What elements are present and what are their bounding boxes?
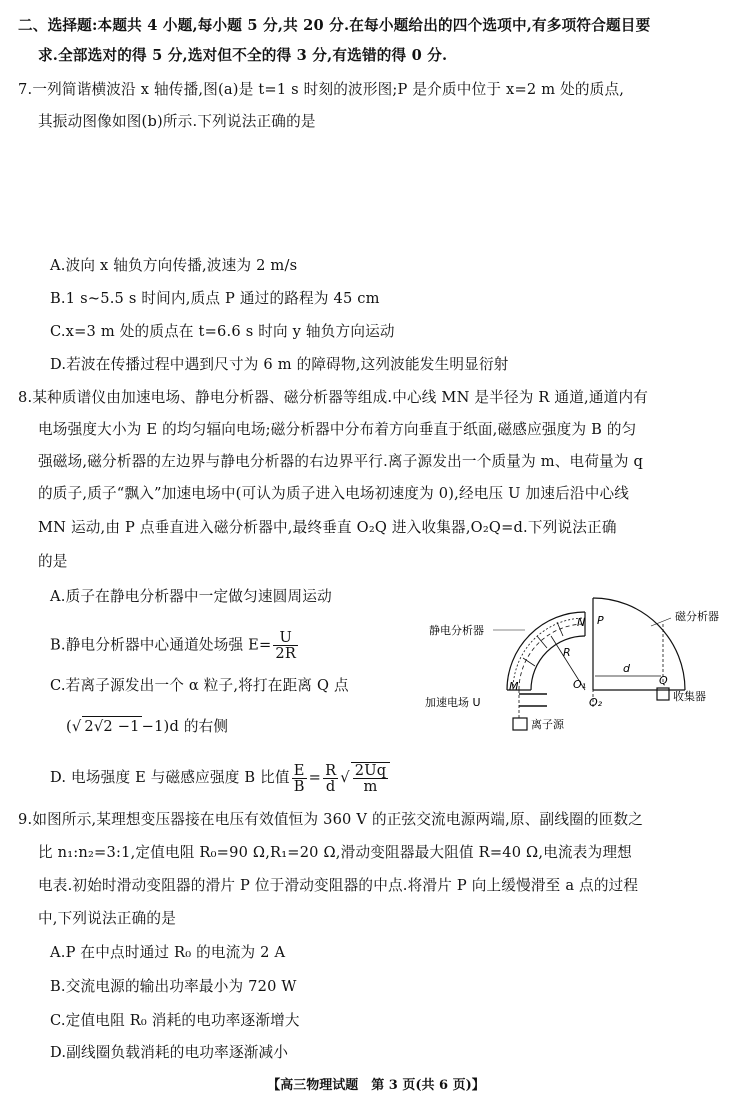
q7-option-a: A.波向 x 轴负方向传播,波速为 2 m/s [50,257,298,274]
field-arrow [537,636,547,648]
field-arrow [557,622,563,636]
q8-option-a: A.质子在静电分析器中一定做匀速圆周运动 [50,588,332,605]
mass-spectrometer-figure [425,590,745,740]
q8-option-b-text: B.静电分析器中心通道处场强 E= [50,636,272,654]
label-n: N [577,616,586,629]
q9-option-c: C.定值电阻 R₀ 消耗的电功率逐渐增大 [50,1012,300,1029]
label-acc: 加速电场 U [425,696,481,709]
q8-option-c-line2 [66,716,228,737]
q8-option-b [50,630,300,661]
q8-option-d [50,762,392,794]
ratio-fraction [292,763,307,794]
sqrt-symbol: √ [340,769,350,786]
page-footer: 【高三物理试题 第 3 页(共 6 页)】 [267,1078,485,1093]
fraction-numerator: R [325,761,337,779]
section-header-line2: 求.全部选对的得 5 分,选对但不全的得 3 分,有选错的得 0 分. [38,47,448,64]
q7-option-d: D.若波在传播过程中遇到尺寸为 6 m 的障碍物,这列波能发生明显衍射 [50,356,509,373]
q9-stem-line3: 电表.初始时滑动变阻器的滑片 P 位于滑动变阻器的中点.将滑片 P 向上缓慢滑至 a 点的过程 [38,877,639,894]
sqrt-fraction [351,762,391,794]
q9-stem-line2: 比 n₁:n₂=3:1,定值电阻 R₀=90 Ω,R₁=20 Ω,滑动变阻器最大阻值 R=40 Ω,电流表为理想 [38,844,632,861]
q9-stem-line4: 中,下列说法正确的是 [38,910,176,927]
q7-option-c: C.x=3 m 处的质点在 t=6.6 s 时向 y 轴负方向运动 [50,323,395,340]
fraction-denominator: d [325,777,336,795]
q8-option-b-fraction [273,630,298,661]
q9-option-a: A.P 在中点时通过 R₀ 的电流为 2 A [50,944,286,961]
label-p: P [597,614,604,627]
section-header-line1: 二、选择题:本题共 4 小题,每小题 5 分,共 20 分.在每小题给出的四个选项中,有多项符合题目要 [18,17,651,34]
q8-stem-line4: 的质子,质子“飘入”加速电场中(可认为质子进入电场初速度为 0),经电压 U 加速后沿中心线 [38,485,630,502]
q7-option-b: B.1 s~5.5 s 时间内,质点 P 通过的路程为 45 cm [50,290,380,307]
fraction-denominator: m [363,778,378,795]
q8-option-c-line1: C.若离子源发出一个 α 粒子,将打在距离 Q 点 [50,677,349,694]
label-o2: O₂ [589,696,603,709]
ion-source-box [513,718,527,730]
label-d: d [623,662,630,675]
r-over-d-fraction [323,763,338,794]
label-esa: 静电分析器 [429,624,484,637]
equals-sign: = [308,769,322,786]
label-src: 离子源 [531,718,564,731]
label-o1: O₁ [573,678,587,691]
fraction-numerator: E [292,763,307,779]
paren-open: ( [66,718,72,735]
option-c-tail: −1)d 的右侧 [141,718,229,735]
fraction-denominator: B [293,777,305,795]
q9-option-b: B.交流电源的输出功率最小为 720 W [50,978,297,995]
fraction-numerator: 2Uq [354,762,387,779]
sqrt-symbol: √ [71,718,82,735]
label-m: M [509,680,519,693]
q8-stem-line3: 强磁场,磁分析器的左边界与静电分析器的右边界平行.离子源发出一个质量为 m、电荷量为 q [38,453,644,470]
fraction-numerator: U [273,630,298,646]
q8-stem-line5: MN 运动,由 P 点垂直进入磁分析器中,最终垂直 O₂Q 进入收集器,O₂Q=d.下列说法正确 [38,519,617,536]
label-msa: 磁分析器 [675,610,719,623]
q8-stem-line2: 电场强度大小为 E 的均匀辐向电场;磁分析器中分布着方向垂直于纸面,磁感应强度为 B 的匀 [38,421,637,438]
q7-stem-line1: 7.一列简谐横波沿 x 轴传播,图(a)是 t=1 s 时刻的波形图;P 是介质中位于 x=2 m 处的质点, [18,81,625,98]
q8-option-d-text: D. 电场强度 E 与磁感应强度 B 比值 [50,769,290,786]
label-col: 收集器 [673,690,706,703]
label-r: R [563,646,571,659]
q7-stem-line2: 其振动图像如图(b)所示.下列说法正确的是 [38,113,316,130]
sqrt-radicand: 2√2 −1 [84,718,140,735]
fraction-denominator: 2R [275,645,297,662]
label-q: Q [659,674,668,687]
q9-option-d: D.副线圈负载消耗的电功率逐渐减小 [50,1044,289,1061]
q8-stem-line6: 的是 [38,553,68,570]
q9-stem-line1: 9.如图所示,某理想变压器接在电压有效值恒为 360 V 的正弦交流电源两端,原、副线圈的匝数之 [18,811,644,828]
q8-stem-line1: 8.某种质谱仪由加速电场、静电分析器、磁分析器等组成.中心线 MN 是半径为 R 通道,通道内有 [18,389,649,406]
msa-leader [651,618,671,626]
